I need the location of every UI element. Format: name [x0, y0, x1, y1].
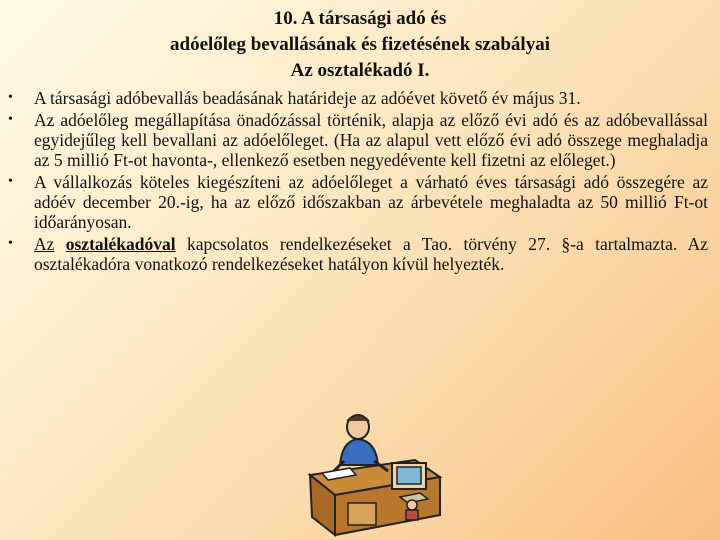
bullet-text: Az adóelőleg megállapítása önadózással történik, alapja az előző évi adó és az adóbevallással egyidejűleg kell bevallani az adóelőleget. (Ha az alapul vett előző évi adó összege meghaladja az 5 millió Ft-ot havonta-, ellenkező esetben negyedévente kell fizetni az előleget.)	[34, 110, 708, 170]
bullet-item	[8, 110, 708, 170]
person-at-desk-with-computer-icon	[300, 405, 450, 540]
title-line-3: Az osztalékadó I.	[290, 60, 430, 81]
bullet-icon: •	[8, 112, 13, 127]
slide-title	[0, 6, 720, 84]
title-line-2: adóelőleg bevallásának és fizetésének szabályai	[170, 34, 550, 55]
bullet-text: A vállalkozás köteles kiegészíteni az adóelőleget a várható éves társasági adó összegére az adóév december 20.-ig, ha az előző időszakban az árbevétele meghaladta az 50 millió Ft-ot időarányosan.	[34, 172, 708, 232]
bullet-item	[8, 234, 708, 274]
bullet-list	[8, 88, 708, 276]
bullet-icon: •	[8, 236, 13, 251]
bullet-rest: kapcsolatos rendelkezéseket a Tao. törvény 27. §-a tartalmazta. Az osztalékadóra vonatkozó rendelkezéseket hatályon kívül helyezték.	[34, 234, 708, 274]
bullet-text: A társasági adóbevallás beadásának határideje az adóévet követő év május 31.	[34, 88, 581, 108]
bullet-icon: •	[8, 174, 13, 189]
bullet-icon: •	[8, 90, 13, 105]
bullet-prefix: Az	[34, 234, 55, 254]
bullet-item	[8, 88, 708, 108]
bullet-item	[8, 172, 708, 232]
bullet-emphasis: osztalékadóval	[65, 234, 176, 254]
title-line-1: 10. A társasági adó és	[273, 8, 447, 29]
